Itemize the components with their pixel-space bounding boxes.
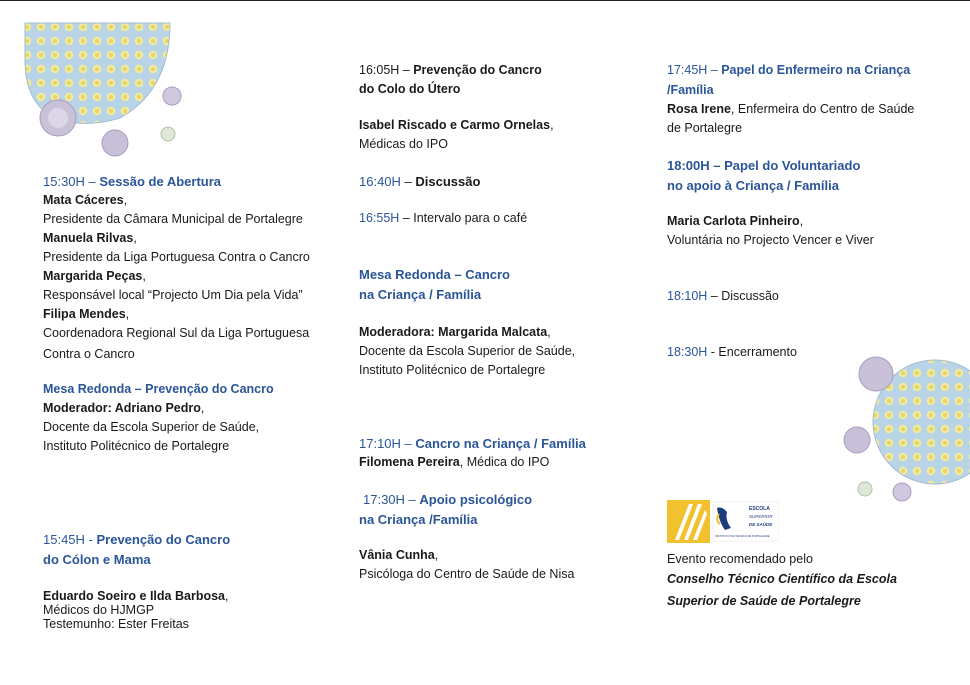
virus-particle-icon: [893, 483, 911, 501]
speaker-name: Eduardo Soeiro e Ilda Barbosa: [43, 589, 225, 603]
recommendation-line: Evento recomendado pelo: [667, 552, 813, 566]
speaker-role: Coordenadora Regional Sul da Liga Portuguesa: [43, 326, 310, 340]
speaker-name: Vânia Cunha: [359, 548, 435, 562]
session-time: 15:30H: [43, 174, 85, 189]
svg-text:DE SAÚDE: DE SAÚDE: [749, 522, 773, 527]
session-colon-speakers: Eduardo Soeiro e Ilda Barbosa, Médicos do HJMGP Testemunho: Ester Freitas: [43, 589, 229, 631]
virus-particle-icon: [163, 87, 181, 105]
recommendation-note: [667, 550, 897, 611]
moderator-role: Docente da Escola Superior de Saúde,: [43, 420, 260, 434]
school-logo-icon: [667, 500, 779, 543]
session-title-line2: no apoio à Criança / Família: [667, 177, 839, 193]
session-title-line2: do Colo do Útero: [359, 82, 461, 96]
session-title: Mesa Redonda – Prevenção do Cancro: [43, 382, 274, 396]
speaker-role: Responsável local “Projecto Um Dia pela Vida”: [43, 288, 303, 302]
session-psych: 17:30H – Apoio psicológico na Criança /Família: [359, 490, 532, 529]
coffee-break: 16:55H – Intervalo para o café: [359, 211, 528, 225]
svg-text:INSTITUTO POLITÉCNICO DE PORTA: INSTITUTO POLITÉCNICO DE PORTALEGRE: [715, 535, 770, 538]
session-uterus: 16:05H – Prevenção do Cancro do Colo do Útero: [359, 61, 542, 99]
session-time: 18:00H: [667, 158, 710, 173]
speaker-role: Psicóloga do Centro de Saúde de Nisa: [359, 567, 575, 581]
round-table-prevention: Mesa Redonda – Prevenção do Cancro Moderador: Adriano Pedro, Docente da Escola Superior de Saúde, Instituto Politécnico de Portalegre: [43, 380, 274, 456]
session-time: 16:05H: [359, 63, 400, 77]
speaker-role: Contra o Cancro: [43, 347, 135, 361]
session-title: Intervalo para o café: [413, 211, 528, 225]
session-title: Prevenção do Cancro: [413, 63, 542, 77]
virus-particle-icon: [844, 427, 870, 453]
session-title: Discussão: [721, 289, 779, 303]
session-title: Papel do Enfermeiro na Criança: [721, 63, 911, 77]
speaker-name: Mata Cáceres: [43, 193, 124, 207]
speaker-name: Filipa Mendes: [43, 307, 126, 321]
recommendation-org: Superior de Saúde de Portalegre: [667, 594, 861, 608]
session-volunteer-speaker: Maria Carlota Pinheiro, Voluntária no Projecto Vencer e Viver: [667, 212, 874, 250]
session-title-line2: do Cólon e Mama: [43, 551, 151, 567]
session-time: 16:55H: [359, 211, 400, 225]
speaker-name: Margarida Peças: [43, 269, 143, 283]
recommendation-org: Conselho Técnico Científico da Escola: [667, 572, 897, 586]
virus-particle-icon: [859, 357, 893, 391]
speaker-role: de Portalegre: [667, 121, 743, 135]
speaker-name: Rosa Irene: [667, 102, 731, 116]
moderator-institution: Instituto Politécnico de Portalegre: [43, 439, 230, 453]
round-table-child-moderator: Moderadora: Margarida Malcata, Docente da Escola Superior de Saúde, Instituto Politécnico de Portalegre: [359, 323, 575, 380]
session-title: Apoio psicológico: [419, 492, 533, 507]
svg-text:ESCOLA: ESCOLA: [749, 506, 770, 512]
session-time: 16:40H: [359, 174, 401, 189]
session-psych-speaker: Vânia Cunha, Psicóloga do Centro de Saúde de Nisa: [359, 546, 574, 584]
moderator-name: Moderadora: Margarida Malcata: [359, 325, 548, 339]
virus-particle-icon: [102, 130, 128, 156]
speaker-name: Maria Carlota Pinheiro: [667, 214, 800, 228]
closing: 18:30H - Encerramento: [667, 345, 797, 359]
session-uterus-speakers: Isabel Riscado e Carmo Ornelas, Médicas do IPO: [359, 116, 554, 154]
session-title: Prevenção do Cancro: [96, 532, 231, 547]
discussion-2: 18:10H – Discussão: [667, 289, 779, 303]
virus-particle-icon: [858, 482, 872, 496]
session-title-line2: na Criança /Família: [359, 511, 478, 527]
session-child-cancer: 17:10H – Cancro na Criança / Família Filomena Pereira, Médica do IPO: [359, 436, 586, 469]
session-nurse: 17:45H – Papel do Enfermeiro na Criança /Família Rosa Irene, Enfermeira do Centro de Saúde de Portalegre: [667, 61, 914, 138]
session-title: Encerramento: [718, 345, 797, 359]
svg-text:SUPERIOR: SUPERIOR: [749, 514, 773, 519]
session-title-line2: na Criança / Família: [359, 286, 482, 302]
session-time: 17:10H: [359, 436, 401, 451]
session-title: Cancro na Criança / Família: [415, 436, 586, 451]
virus-cluster-icon-bottom-right: [840, 352, 970, 502]
speaker-role: Presidente da Câmara Municipal de Portalegre: [43, 212, 303, 226]
speaker-role: Enfermeira do Centro de Saúde: [737, 102, 915, 116]
moderator-name: Moderador: Adriano Pedro: [43, 401, 201, 415]
speaker-role: Médica do IPO: [466, 455, 550, 469]
session-time: 17:45H: [667, 63, 708, 77]
virus-cluster-icon-top-left: [20, 20, 190, 160]
speaker-name: Manuela Rilvas: [43, 231, 134, 245]
session-opening-heading: 15:30H – Sessão de Abertura: [43, 174, 222, 189]
session-volunteer: 18:00H – Papel do Voluntariado no apoio à Criança / Família: [667, 156, 860, 195]
speaker-role: Médicas do IPO: [359, 137, 448, 151]
session-time: 18:30H: [667, 345, 708, 359]
session-title: Discussão: [415, 174, 481, 189]
testimony: Testemunho: Ester Freitas: [43, 617, 189, 631]
session-opening: 15:30H – Sessão de Abertura Mata Cáceres, Presidente da Câmara Municipal de Portalegre Manuela Rilvas, Presidente da Liga Portuguesa Contra o Cancro Margarida Peças, Responsável local “Projecto Um Dia pela Vida” Filipa Mendes, Coordenadora Regional Sul da Liga Portuguesa Contra o Cancro: [43, 172, 310, 364]
speaker-name: Isabel Riscado e Carmo Ornelas: [359, 118, 551, 132]
speaker-role: Médicos do HJMGP: [43, 603, 155, 617]
session-time: 18:10H: [667, 289, 708, 303]
session-title: Sessão de Abertura: [99, 174, 222, 189]
session-title-line2: /Família: [667, 83, 714, 97]
moderator-role: Docente da Escola Superior de Saúde,: [359, 344, 576, 358]
speaker-name: Filomena Pereira: [359, 455, 460, 469]
session-time: 15:45H: [43, 532, 85, 547]
session-time: 17:30H: [363, 492, 405, 507]
round-table-child: [359, 265, 510, 304]
speaker-role: Voluntária no Projecto Vencer e Viver: [667, 233, 874, 247]
discussion-1: 16:40H – Discussão: [359, 174, 481, 189]
session-title: Mesa Redonda – Cancro: [359, 267, 510, 282]
moderator-institution: Instituto Politécnico de Portalegre: [359, 363, 546, 377]
top-border-line: [0, 0, 970, 1]
virus-particle-icon: [161, 127, 175, 141]
session-colon: 15:45H - Prevenção do Cancro do Cólon e Mama: [43, 530, 230, 569]
speaker-role: Presidente da Liga Portuguesa Contra o Cancro: [43, 250, 310, 264]
session-title: Papel do Voluntariado: [724, 158, 861, 173]
